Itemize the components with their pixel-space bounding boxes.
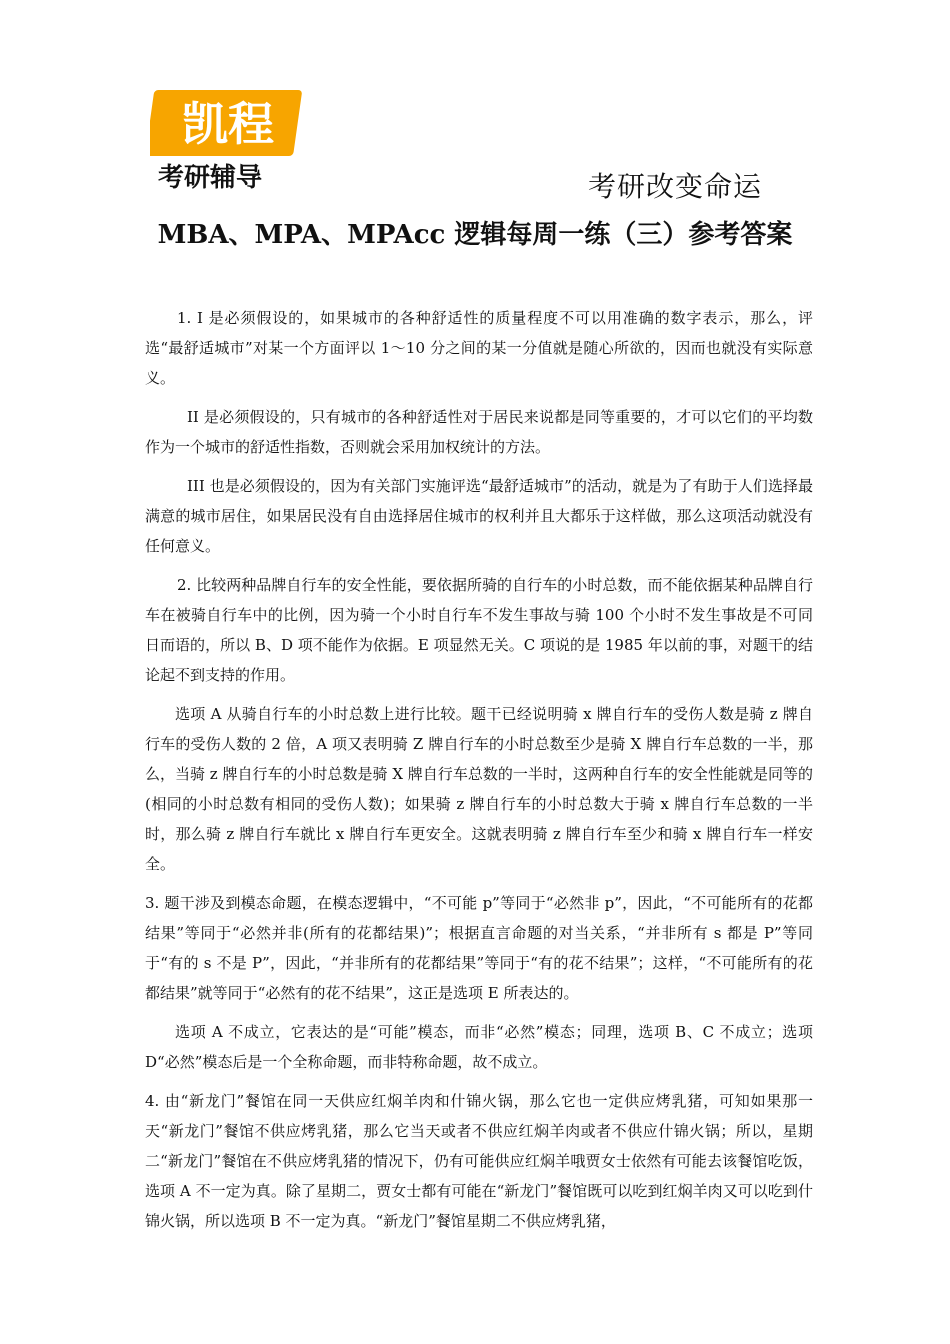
kaicheng-logo [150, 78, 310, 196]
answer-paragraph: III 也是必须假设的，因为有关部门实施评选“最舒适城市”的活动，就是为了有助于人们选择最满意的城市居住，如果居民没有自由选择居住城市的权利并且大都乐于这样做，那么这项活动就没有任何意义。 [145, 477, 813, 555]
answer-paragraph: 2. 比较两种品牌自行车的安全性能，要依据所骑的自行车的小时总数，而不能依据某种品牌自行车在被骑自行车中的比例，因为骑一个小时自行车不发生事故与骑 100 个小时不发生事故是不可同日而语的，所以 B、D 项不能作为依据。E 项显然无关。C 项说的是 1985 年以前的事，对题干的结论起不到支持的作用。 [145, 576, 813, 684]
answer-paragraph: 选项 A 不成立，它表达的是“可能”模态，而非“必然”模态；同理，选项 B、C 不成立；选项 D“必然”模态后是一个全称命题，而非特称命题，故不成立。 [145, 1023, 813, 1071]
answer-paragraph: 4. 由“新龙门”餐馆在同一天供应红焖羊肉和什锦火锅，那么它也一定供应烤乳猪，可知如果那一天“新龙门”餐馆不供应烤乳猪，那么它当天或者不供应红焖羊肉或者不供应什锦火锅；所以，星期二“新龙门”餐馆在不供应烤乳猪的情况下，仍有可能供应红焖羊哦贾女士依然有可能去该餐馆吃饭，选项 A 不一定为真。除了星期二，贾女士都有可能在“新龙门”餐馆既可以吃到红焖羊肉又可以吃到什锦火锅，所以选项 B 不一定为真。“新龙门”餐馆星期二不供应烤乳猪， [145, 1092, 813, 1230]
answer-paragraph: II 是必须假设的，只有城市的各种舒适性对于居民来说都是同等重要的，才可以它们的平均数作为一个城市的舒适性指数，否则就会采用加权统计的方法。 [145, 408, 813, 456]
slogan: 考研改变命运 [588, 170, 763, 203]
answer-body [145, 303, 813, 1245]
logo-brand-text: 凯程 [182, 97, 274, 151]
answer-paragraph: 1. I 是必须假设的，如果城市的各种舒适性的质量程度不可以用准确的数字表示，那么，评选“最舒适城市”对某一个方面评以 1～10 分之间的某一分值就是随心所欲的，因而也就没有实际意义。 [145, 309, 813, 387]
logo-graphic [150, 78, 310, 196]
answer-paragraph: 选项 A 从骑自行车的小时总数上进行比较。题干已经说明骑 x 牌自行车的受伤人数是骑 z 牌自行车的受伤人数的 2 倍，A 项又表明骑 Z 牌自行车的小时总数至少是骑 X 牌自行车总数的一半，那么，当骑 z 牌自行车的小时总数是骑 X 牌自行车总数的一半时，这两种自行车的安全性能就是同等的(相同的小时总数有相同的受伤人数)；如果骑 z 牌自行车的小时总数大于骑 x 牌自行车总数的一半时，那么骑 z 牌自行车就比 x 牌自行车更安全。这就表明骑 z 牌自行车至少和骑 x 牌自行车一样安全。 [145, 705, 813, 873]
answer-paragraph: 3. 题干涉及到模态命题，在模态逻辑中，“不可能 p”等同于“必然非 p”，因此，“不可能所有的花都结果”等同于“必然并非(所有的花都结果)”；根据直言命题的对当关系，“并非所有 s 都是 P”等同于“有的 s 不是 P”，因此，“并非所有的花都结果”等同于“有的花不结果”；这样，“不可能所有的花都结果”就等同于“必然有的花不结果”，这正是选项 E 所表达的。 [145, 894, 813, 1002]
page-title: MBA、MPA、MPAcc 逻辑每周一练（三）参考答案 [157, 220, 793, 250]
logo-caption: 考研辅导 [158, 163, 263, 193]
